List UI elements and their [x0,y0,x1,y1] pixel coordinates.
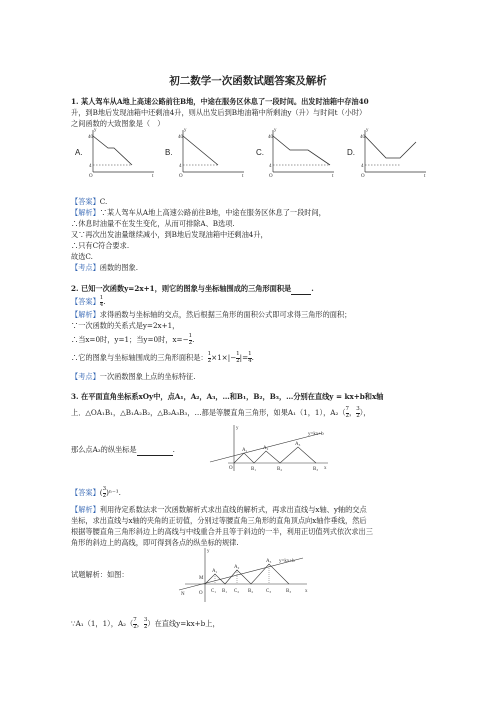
q1a-40: 40 [88,135,93,140]
q2-analysis-3: ∴当x=0时，y=1；当y=0时，x=− $\frac{1}{2}$ . [71,333,195,346]
q1c-4: 4 [269,164,272,169]
q3-answer: 【答案】( $\frac{3}{2}$ )ⁿ⁻¹. [71,486,121,499]
q1c-o: O [269,174,273,179]
q3-analysis-2: 坐标，求出直线与x轴的夹角的正切值，分别过等腰直角三角形的直角顶点向x轴作垂线，然后 [71,516,367,525]
q3f2-a2: A₂ [234,565,240,570]
q1d-y: y [366,128,369,133]
q3f1-a3: A₃ [295,442,301,447]
q1-option-a-label: A. [75,148,83,157]
q3-figure-1 [200,425,330,475]
q1d-4: 4 [361,164,364,169]
q1-analysis-5: 故选C. [71,252,93,261]
q3f2-m: M [199,576,204,581]
q3f2-b3: B₃ [286,589,292,594]
q2-text: 2. 已知一次函数y=2x+1，则它的图象与坐标轴围成的三角形面积是 . [71,284,314,293]
q3f1-a2: A₂ [263,446,269,451]
q3f1-y: y [236,426,239,431]
q1c-y: y [274,128,277,133]
q1-text-line2: 升，到B地后发现油箱中还剩油4升，则从出发后到B地油箱中所剩油y（升）与时间t（小时） [71,108,367,117]
q1a-t: t [152,174,154,179]
q3f2-n: N [181,592,185,597]
q1-text-line3: 之间函数的大致图象是（ ） [71,119,165,128]
q2-analysis-2: ∵一次函数的关系式是y=2x+1， [71,321,180,330]
q1c-t: t [332,174,334,179]
q1d-o: O [361,174,365,179]
q1-option-c-label: C. [256,148,264,157]
q3f1-x: x [324,466,327,471]
q3-figure-2 [175,548,310,606]
q3-text-line2: 上．△OA₁B₁，△B₁A₂B₂，△B₂A₃B₃，…都是等腰直角三角形，如果A₁（1，1），A₂（ $\frac{7}{2}$ ， $\frac{3}{2}$ ）， [71,406,371,419]
q3-text-line3: 那么点A₃的纵坐标是 . [71,445,175,454]
q3f2-c1: C₁ [211,589,217,594]
q1-option-c-graph [268,128,338,178]
q1b-4: 4 [179,164,182,169]
q1-point: 【考点】函数的图象. [71,263,138,272]
q3-last-line: ∵A₁（1，1），A₂（ $\frac{7}{2}$ ， $\frac{3}{2}$ ）在直线y=kx+b上， [71,617,220,630]
q2-point: 【考点】一次函数图象上点的坐标特征. [71,372,196,381]
q1a-o: O [89,174,93,179]
q3-analysis-4: 角形的斜边上的高线，即可得到各点的纵坐标的规律. [71,538,239,547]
q3f1-b3: B₃ [313,467,319,472]
q1-option-b-graph [178,128,248,178]
q3-text-line1: 3. 在平面直角坐标系xOy中，点A₁，A₂，A₃，…和B₁，B₂，B₃，…分别在直线y = kx+b和x轴 [71,392,384,401]
q1-answer: 【答案】C. [71,197,108,206]
q1d-t: t [424,174,426,179]
q3f2-line: y=kx+b [279,559,295,564]
q1-option-d-graph [360,128,430,178]
q3f2-y: y [207,549,210,554]
q3f1-o: O [229,466,233,471]
q1-analysis-1: 【解析】∵某人驾车从A地上高速公路前往B地，中途在服务区休息了一段时间， [71,208,326,217]
q1-option-d-label: D. [347,148,355,157]
q1d-40: 40 [360,135,365,140]
q1b-40: 40 [178,135,183,140]
q3f2-x: x [305,589,308,594]
q1c-40: 40 [268,135,273,140]
q1b-y: y [184,128,187,133]
q2-answer: 【答案】 $\frac{1}{4}$ . [71,295,106,308]
q1b-o: O [179,174,183,179]
q3-analysis-1: 【解析】利用待定系数法求一次函数解析式求出直线的解析式，再求出直线与x轴、y轴的交点 [71,505,367,514]
q3f2-a1: A₁ [212,569,218,574]
q1-option-b-label: B. [165,148,173,157]
q1-analysis-4: ∴只有C符合要求. [71,241,130,250]
q3f2-a3: A₃ [266,559,272,564]
q1a-4: 4 [89,164,92,169]
q3-analysis-3: 根据等腰直角三角形斜边上的高线与中线重合并且等于斜边的一半，利用正切值列式依次求出三 [71,527,373,536]
q3-solution-label: 试题解析：如图： [71,570,129,579]
q1-analysis-2: ∴休息时油量不在发生变化，从而可排除A、B选项. [71,219,235,228]
q2-analysis-4: ∴它的图象与坐标轴围成的三角形面积是： $\frac{1}{2}$ ×1×|− $\frac{1}{2}$ |= $\frac{1}{4}$ . [71,351,254,364]
q1b-t: t [242,174,244,179]
page-title: 初二数学一次函数试题答案及解析 [169,75,327,87]
q3f2-c2: C₂ [234,589,240,594]
q1a-y: y [94,128,97,133]
q3f2-c3: C₃ [266,589,272,594]
q1-text-line1: 1. 某人驾车从A地上高速公路前往B地，中途在服务区休息了一段时间。出发时油箱中存油40 [71,97,369,106]
q1-option-a-graph [88,128,158,178]
q3f2-b2: B₂ [248,589,254,594]
q3f1-b1: B₁ [251,467,257,472]
q3f1-b2: B₂ [277,467,283,472]
q3f1-a1: A₁ [242,448,248,453]
q1-analysis-3: 又∵再次出发油量继续减小，到B地后发现油箱中还剩油4升， [71,230,268,239]
q3f1-line: y=kx+b [308,432,324,437]
q2-analysis-1: 【解析】求得函数与坐标轴的交点，然后根据三角形的面积公式即可求得三角形的面积； [71,310,352,319]
q3f2-b1: B₁ [222,589,228,594]
q3f2-o: O [199,591,203,596]
